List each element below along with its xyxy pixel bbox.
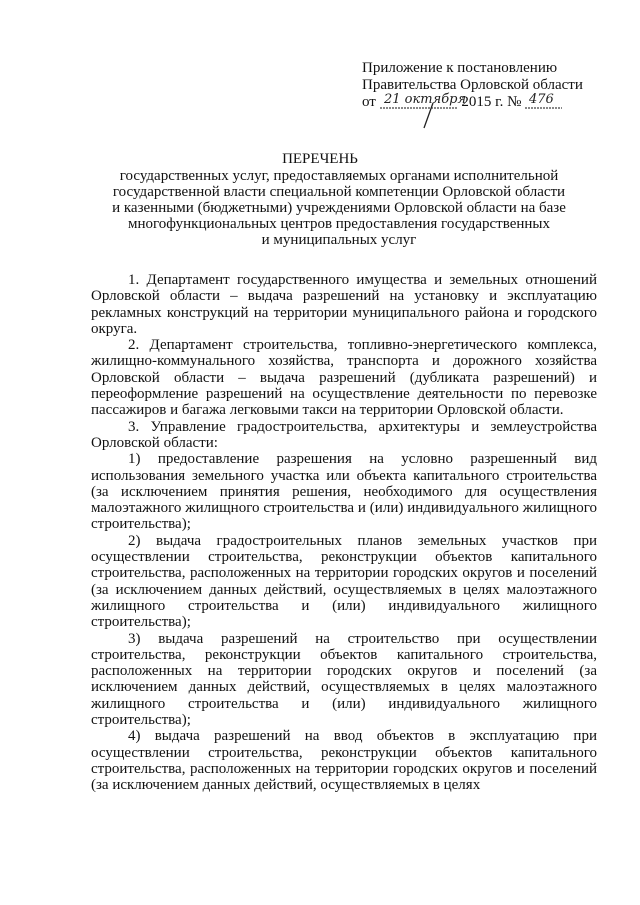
subitem-2: 2) выдача градостроительных планов земельных участков при осуществлении строительства, реконструкции объектов капитального строительства, расположенных на территории городских округов и поселений (за исключением данных действий, осуществляемых в целях малоэтажного жилищного строительства и (или) индивидуального жилищного строительства); <box>91 532 597 631</box>
subitem-3: 3) выдача разрешений на строительство при осуществлении строительства, реконструкции объектов капитального строительства, расположенных на территории городских округов и поселений (за исключением данных действий, осуществляемых в целях малоэтажного жилищного строительства и (или) индивидуального жилищного строительства); <box>91 630 597 729</box>
year-text: 2015 г. № <box>461 94 522 110</box>
subitem-4: 4) выдача разрешений на ввод объектов в эксплуатацию при осуществлении строительства, реконструкции объектов капитального строительства, расположенных на территории городских округов и поселений (за исключением данных действий, осуществляемых в целях <box>91 728 597 794</box>
paragraph-2: 2. Департамент строительства, топливно-энергетического комплекса, жилищно-коммунального хозяйства, транспорта и дорожного хозяйства Орловской области – выдача разрешений (дубликата разрешений) и переоформление разрешений на осуществление деятельности по перевозке пассажиров и багажа легковыми такси на территории Орловской области. <box>91 337 597 419</box>
subtitle-line: государственной власти специальной компетенции Орловской области <box>112 184 566 200</box>
document-title: ПЕРЕЧЕНЬ <box>282 151 358 167</box>
paragraph-1: 1. Департамент государственного имущества и земельных отношений Орловской области – выдача разрешений на установку и эксплуатацию рекламных конструкций на территории муниципального района и городского округа. <box>91 272 597 337</box>
subtitle-line: многофункциональных центров предоставления государственных <box>127 216 551 232</box>
subtitle-line: и муниципальных услуг <box>261 232 417 248</box>
subitem-1: 1) предоставление разрешения на условно разрешенный вид использования земельного участка или объекта капитального строительства (за исключением принятия решения, необходимого для осуществления малоэтажного жилищного строительства и (или) индивидуального жилищного строительства); <box>91 451 597 533</box>
document-subtitle <box>100 168 578 248</box>
paragraph-3: 3. Управление градостроительства, архитектуры и землеустройства Орловской области: <box>91 418 597 451</box>
header-line-2: Правительства Орловской области <box>362 77 583 93</box>
document-body <box>91 272 597 794</box>
subtitle-line: и казенными (бюджетными) учреждениями Орловской области на базе <box>112 200 566 216</box>
handwritten-number-text: 476 <box>529 92 554 107</box>
subtitle-line: государственных услуг, предоставляемых органами исполнительной <box>119 168 559 184</box>
date-prefix: от <box>362 94 376 110</box>
handwritten-date-text: 21 октября <box>383 92 466 107</box>
header-line-1: Приложение к постановлению <box>362 60 558 76</box>
